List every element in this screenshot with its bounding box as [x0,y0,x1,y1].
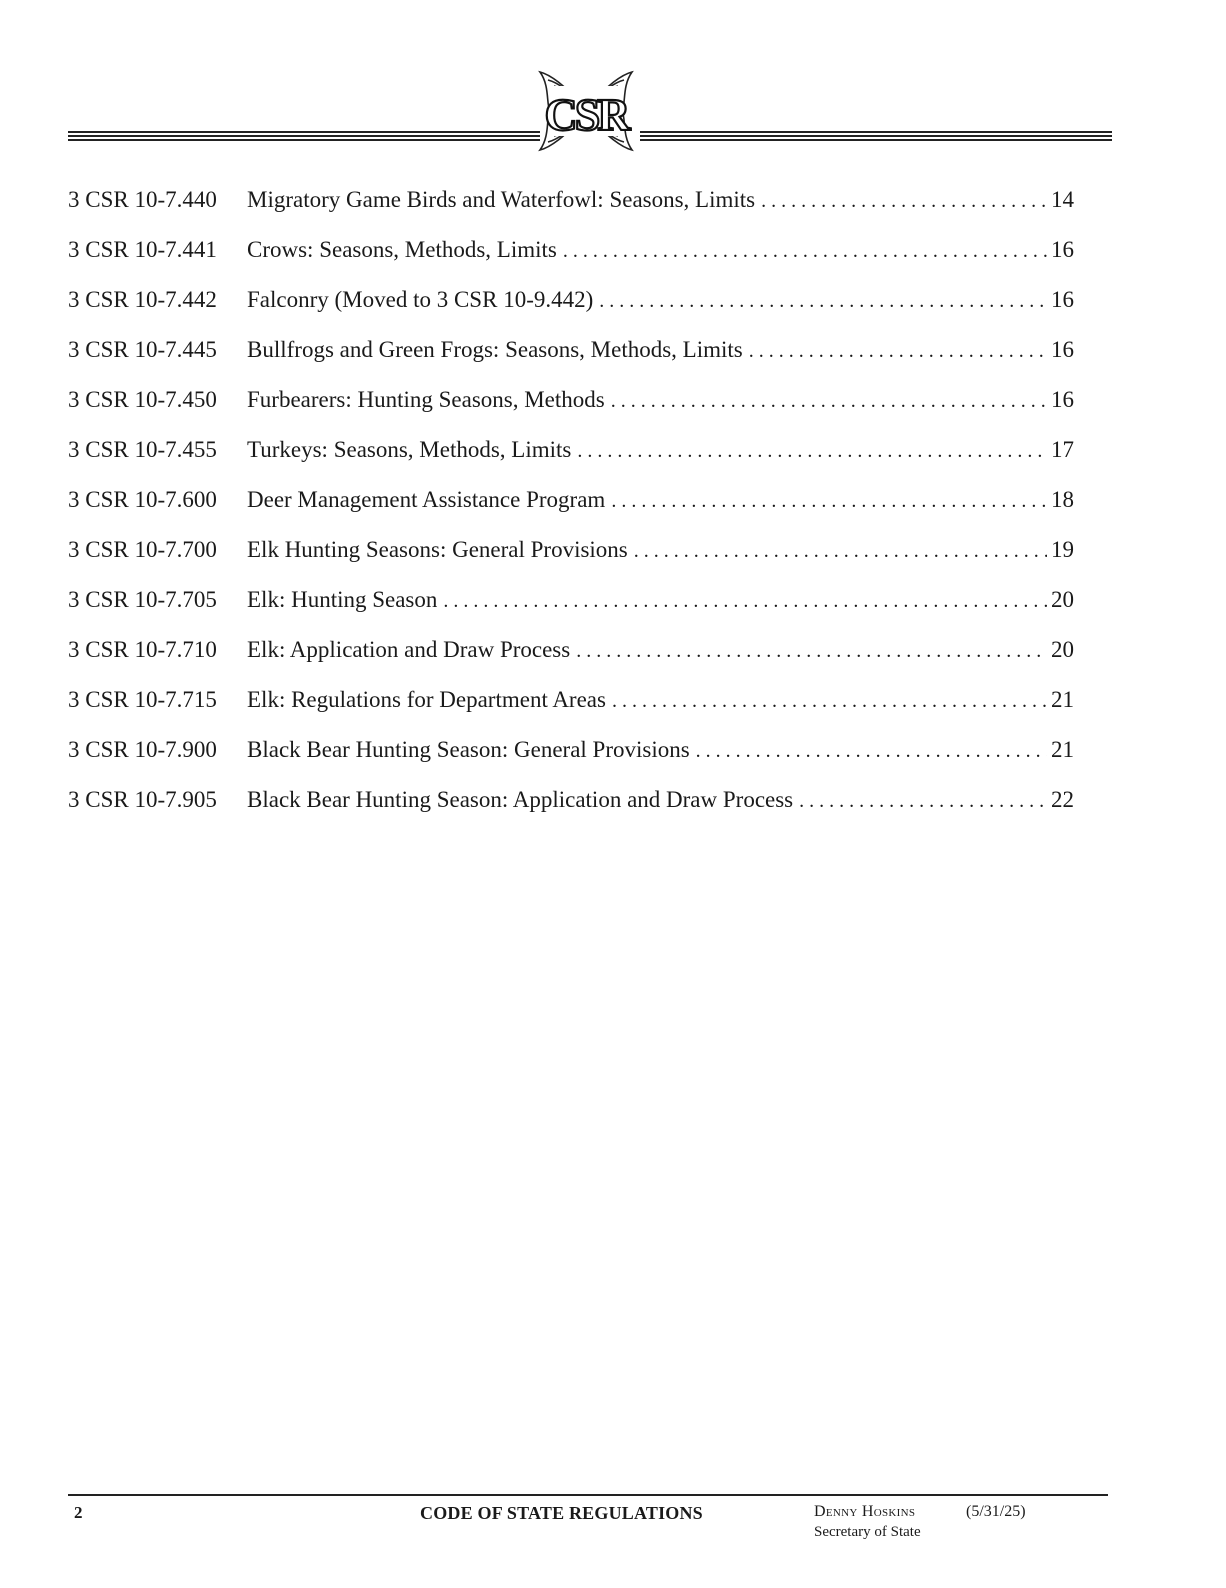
header-rule-right [640,131,1112,142]
footer-author-name: Denny Hoskins [814,1503,916,1520]
toc-row [68,382,1074,432]
toc-row [68,782,1074,832]
toc-rule-code: 3 CSR 10-7.715 [68,687,217,712]
toc-rule-code: 3 CSR 10-7.455 [68,437,217,462]
toc-row [68,332,1074,382]
toc-entry [247,382,1074,419]
toc-rule-title: Elk: Regulations for Department Areas [247,687,606,712]
toc-leader-dots [696,733,1047,769]
toc-row [68,232,1074,282]
footer-date: (5/31/25) [966,1503,1026,1520]
toc-rule-title: Crows: Seasons, Methods, Limits [247,237,557,262]
header-rule-left [68,131,540,142]
toc-page-number: 18 [1051,487,1074,512]
toc-row [68,432,1074,482]
footer-author-role: Secretary of State [814,1524,921,1540]
toc-rule-title: Bullfrogs and Green Frogs: Seasons, Methods, Limits [247,337,743,362]
toc-rule-code: 3 CSR 10-7.905 [68,787,217,812]
toc-rule-code: 3 CSR 10-7.705 [68,587,217,612]
toc-row [68,482,1074,532]
toc-leader-dots [611,383,1047,419]
toc-leader-dots [799,783,1047,819]
toc-page-number: 17 [1051,437,1074,462]
toc-entry [247,682,1074,719]
toc-rule-code: 3 CSR 10-7.440 [68,187,217,212]
toc-rule-code: 3 CSR 10-7.710 [68,637,217,662]
toc-rule-code: 3 CSR 10-7.900 [68,737,217,762]
toc-row [68,632,1074,682]
toc-row [68,282,1074,332]
toc-entry [247,332,1074,369]
toc-entry [247,182,1074,219]
toc-page-number: 16 [1051,237,1074,262]
toc-rule-title: Turkeys: Seasons, Methods, Limits [247,437,572,462]
toc-entry [247,632,1074,669]
toc-rule-code: 3 CSR 10-7.450 [68,387,217,412]
toc-page-number: 20 [1051,637,1074,662]
toc-rule-title: Migratory Game Birds and Waterfowl: Seasons, Limits [247,187,756,212]
toc-rule-title: Deer Management Assistance Program [247,487,606,512]
toc-leader-dots [599,283,1047,319]
toc-rule-code: 3 CSR 10-7.700 [68,537,217,562]
toc-leader-dots [576,633,1047,669]
toc-entry [247,282,1074,319]
toc-page-number: 16 [1051,387,1074,412]
toc-rule-code: 3 CSR 10-7.442 [68,287,217,312]
footer-title: CODE OF STATE REGULATIONS [420,1503,703,1523]
toc-rule-title: Falconry (Moved to 3 CSR 10-9.442) [247,287,594,312]
toc-page-number: 20 [1051,587,1074,612]
toc-leader-dots [634,533,1047,569]
toc-page-number: 22 [1051,787,1074,812]
svg-text:CSR: CSR [544,89,628,140]
toc-page-number: 21 [1051,687,1074,712]
csr-seal-icon [536,64,636,158]
toc-leader-dots [577,433,1047,469]
toc-rule-title: Elk: Hunting Season [247,587,438,612]
toc-rule-code: 3 CSR 10-7.600 [68,487,217,512]
toc-entry [247,782,1074,819]
toc-entry [247,582,1074,619]
footer-rule [68,1494,1108,1496]
toc-page-number: 16 [1051,287,1074,312]
toc-entry [247,732,1074,769]
footer-page-number: 2 [74,1503,83,1522]
toc-row [68,182,1074,232]
toc-page-number: 16 [1051,337,1074,362]
toc-rule-title: Elk: Application and Draw Process [247,637,571,662]
table-of-contents [68,182,1074,832]
toc-page-number: 21 [1051,737,1074,762]
toc-rule-title: Furbearers: Hunting Seasons, Methods [247,387,605,412]
toc-page-number: 19 [1051,537,1074,562]
toc-page-number: 14 [1051,187,1074,212]
toc-entry [247,232,1074,269]
toc-row [68,582,1074,632]
toc-rule-code: 3 CSR 10-7.445 [68,337,217,362]
toc-row [68,682,1074,732]
toc-leader-dots [612,683,1047,719]
toc-row [68,732,1074,782]
toc-leader-dots [443,583,1047,619]
toc-rule-title: Elk Hunting Seasons: General Provisions [247,537,628,562]
toc-entry [247,432,1074,469]
toc-entry [247,482,1074,519]
toc-row [68,532,1074,582]
toc-rule-title: Black Bear Hunting Season: General Provisions [247,737,690,762]
toc-rule-code: 3 CSR 10-7.441 [68,237,217,262]
toc-leader-dots [749,333,1047,369]
toc-leader-dots [761,183,1047,219]
toc-leader-dots [611,483,1047,519]
toc-leader-dots [563,233,1047,269]
toc-rule-title: Black Bear Hunting Season: Application and Draw Process [247,787,794,812]
toc-entry [247,532,1074,569]
